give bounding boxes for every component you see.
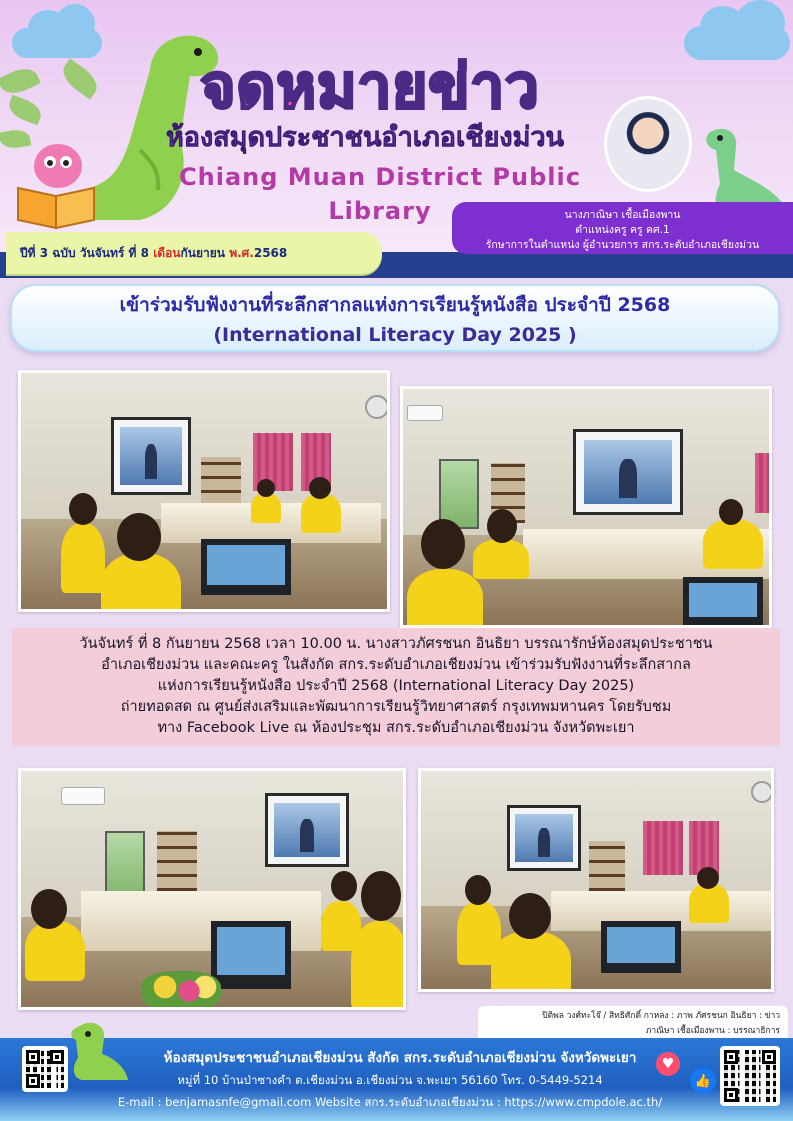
footer xyxy=(0,1038,793,1121)
event-photo-3 xyxy=(18,768,406,1010)
credits-editor: ภาณิษา เชื้อเมืองพาน : บรรณาธิการ xyxy=(645,1026,780,1036)
flower-decoration xyxy=(141,971,221,1010)
event-photo-2 xyxy=(400,386,772,628)
director-portrait xyxy=(604,96,692,192)
headline-banner xyxy=(10,284,780,352)
body-line: วันจันทร์ ที่ 8 กันยายน 2568 เวลา 10.00 น. นางสาวภัศรชนก อินธิยา บรรณารักษ์ห้องสมุดประชาชน xyxy=(79,636,713,652)
headline-thai: เข้าร่วมรับฟังงานที่ระลึกสากลแห่งการเรียนรู้หนังสือ ประจำปี 2568 xyxy=(119,294,671,316)
dinosaur-mascot-icon xyxy=(62,1018,132,1084)
issue-year-label: พ.ศ. xyxy=(229,245,254,260)
news-body xyxy=(12,628,780,746)
issue-day: 8 xyxy=(140,246,150,260)
leaf-icon xyxy=(6,95,45,125)
library-name-english: Chiang Muan District Public Library xyxy=(179,163,581,225)
book-icon xyxy=(12,136,102,232)
qr-code-icon xyxy=(720,1046,780,1106)
footer-org-name: ห้องสมุดประชาชนอำเภอเชียงม่วน สังกัด สกร.ระดับอำเภอเชียงม่วน จังหวัดพะเยา xyxy=(163,1050,637,1066)
headline-english: (International Literacy Day 2025 ) xyxy=(213,324,577,346)
heart-icon: ♥ xyxy=(656,1052,680,1076)
director-name: นางภาณิษา เชื้อเมืองพาน xyxy=(564,209,681,221)
issue-month-label: เดือน xyxy=(153,245,181,260)
issue-prefix: ปีที่ 3 ฉบับ วันจันทร์ xyxy=(20,245,125,260)
footer-contact: E-mail : benjamasnfe@gmail.com Website สกร.ระดับอำเภอเชียงม่วน : https://www.cmpdole.ac.th/ xyxy=(117,1095,663,1109)
facebook-like-icon: 👍 xyxy=(690,1068,716,1094)
body-line: ทาง Facebook Live ณ ห้องประชุม สกร.ระดับอำเภอเชียงม่วน จังหวัดพะเยา xyxy=(157,720,635,736)
body-line: ถ่ายทอดสด ณ ศูนย์ส่งเสริมและพัฒนาการเรียนรู้วิทยาศาสตร์ กรุงเทพมหานคร โดยรับชม xyxy=(120,699,672,715)
event-photo-1 xyxy=(18,370,390,612)
issue-month: กันยายน xyxy=(180,245,225,260)
issue-day-label: ที่ xyxy=(128,245,137,260)
body-line: แห่งการเรียนรู้หนังสือ ประจำปี 2568 (International Literacy Day 2025) xyxy=(157,678,635,694)
newsletter-title: จดหมายข่าว xyxy=(200,52,540,122)
body-line: อำเภอเชียงม่วน และคณะครู ในสังกัด สกร.ระดับอำเภอเชียงม่วน เข้าร่วมรับฟังงานที่ระลึกสากล xyxy=(101,657,691,673)
director-acting: รักษาการในตำแหน่ง ผู้อำนวยการ สกร.ระดับอำเภอเชียงม่วน xyxy=(485,239,760,251)
cloud-icon xyxy=(735,0,785,46)
footer-address: หมู่ที่ 10 บ้านป่าซางคำ ต.เชียงม่วน อ.เชียงม่วน จ.พะเยา 56160 โทร. 0-5449-5214 xyxy=(177,1073,603,1087)
credits-photo-news: ปิติพล วงศ์ทะโจ๊ / สิทธิศักดิ์ กาหลง : ภาพ ภัศรชนก อินธิยา : ข่าว xyxy=(542,1011,780,1021)
director-position: ตำแหน่งครู ครู คศ.1 xyxy=(575,224,670,236)
credits-box xyxy=(478,1006,788,1042)
issue-info xyxy=(6,232,382,274)
director-info xyxy=(452,202,793,254)
leaf-icon xyxy=(0,63,41,99)
event-photo-4 xyxy=(418,768,774,992)
issue-year: 2568 xyxy=(253,246,288,260)
library-name-thai: ห้องสมุดประชาชนอำเภอเชียงม่วน xyxy=(165,122,564,153)
